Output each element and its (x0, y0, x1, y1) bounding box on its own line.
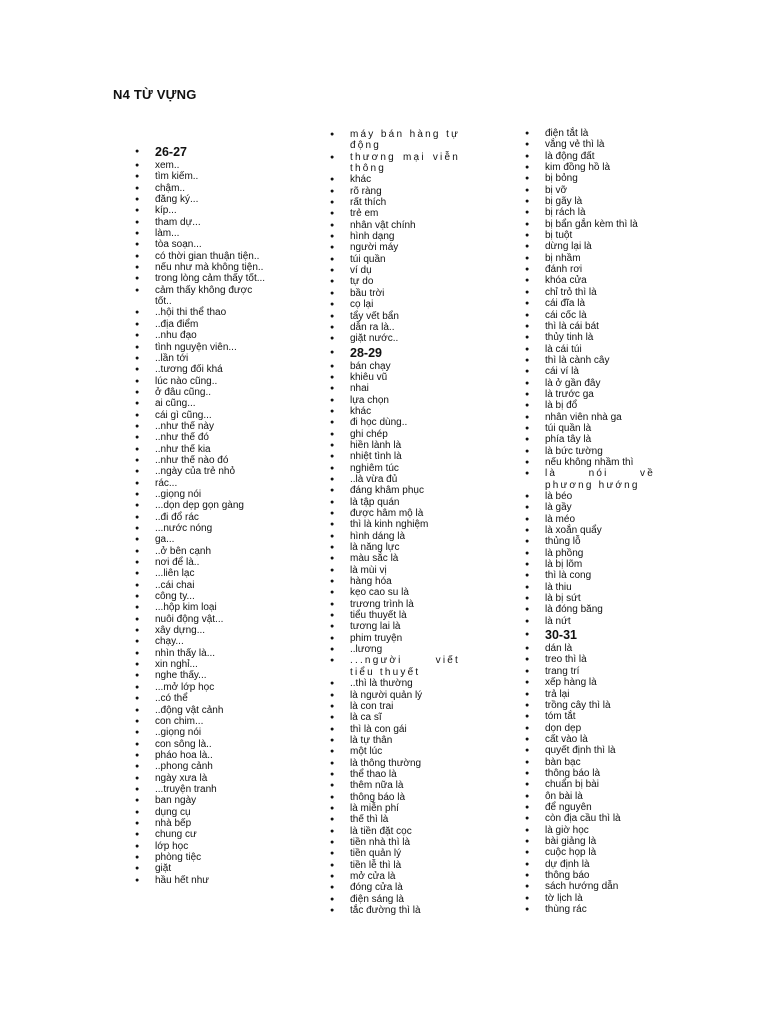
vocab-item: ● thế thì là (330, 814, 460, 825)
vocab-item: ● mở cửa là (330, 871, 460, 882)
vocab-item: ● giặt (135, 863, 267, 874)
vocab-item: ● ..giọng nói (135, 489, 267, 500)
page-title: N4 TỪ VỰNG (113, 87, 197, 102)
vocab-item: ● kẹo cao su là (330, 587, 460, 598)
vocab-item: ● nhân vật chính (330, 220, 460, 231)
vocab-item: ● nơi để là.. (135, 557, 267, 568)
vocab-item: ● ..lần tới (135, 353, 267, 364)
vocab-item: ● ..có thể (135, 693, 267, 704)
vocab-item: ● xây dựng... (135, 625, 267, 636)
vocab-item: ● chung cư (135, 829, 267, 840)
vocab-item: ● pháo hoa là.. (135, 750, 267, 761)
vocab-item: ● nghiêm túc (330, 463, 460, 474)
vocab-item: ● quyết định thì là (525, 745, 655, 756)
vocab-item: ● con chim... (135, 716, 267, 727)
vocab-item: ● cảm thấy không được tốt.. (135, 285, 267, 308)
vocab-item: ● hiền lành là (330, 440, 460, 451)
vocab-item: ● ...người viết tiểu thuyết (330, 655, 460, 678)
vocab-item: ● ghi chép (330, 429, 460, 440)
vocab-item: ● thể thao là (330, 769, 460, 780)
vocab-item: ● nếu không nhầm thì (525, 457, 655, 468)
vocab-item: ● dừng lại là (525, 241, 655, 252)
vocab-item: ● là thông thường (330, 758, 460, 769)
vocab-item: ● là đóng băng (525, 604, 655, 615)
vocab-item: ● cọ lại (330, 299, 460, 310)
vocab-item: ● ...nước nóng (135, 523, 267, 534)
vocab-item: ● nhìn thấy là... (135, 648, 267, 659)
vocab-item: ● phòng tiệc (135, 852, 267, 863)
vocab-item: ● tắc đường thì là (330, 905, 460, 916)
vocab-item: ● nhân viên nhà ga (525, 412, 655, 423)
vocab-item: ● để nguyên (525, 802, 655, 813)
vocab-item: ● đóng cửa là (330, 882, 460, 893)
vocab-item: ● nhiệt tình là (330, 451, 460, 462)
vocab-item: ● ..ngày của trẻ nhỏ (135, 466, 267, 477)
vocab-item: ● vắng vẻ thì là (525, 139, 655, 150)
vocab-item: ● thông báo là (525, 768, 655, 779)
vocab-item: ● người máy (330, 242, 460, 253)
vocab-item: ● tóm tắt (525, 711, 655, 722)
vocab-item: ● thì là kinh nghiệm (330, 519, 460, 530)
vocab-item: ● là ca sĩ (330, 712, 460, 723)
vocab-item: ● ai cũng... (135, 398, 267, 409)
vocab-item: ● khiêu vũ (330, 372, 460, 383)
vocab-item: ● đáng khâm phục (330, 485, 460, 496)
vocab-item: ● ..ở bên cạnh (135, 546, 267, 557)
vocab-item: ● phim truyện (330, 633, 460, 644)
vocab-item: ● bị gãy là (525, 196, 655, 207)
vocab-item: ● là tiền đặt cọc (330, 826, 460, 837)
vocab-item: ● ...hộp kim loại (135, 602, 267, 613)
vocab-item: ● là tập quán (330, 497, 460, 508)
vocab-item: ● là miễn phí (330, 803, 460, 814)
vocab-item: ● túi quần là (525, 423, 655, 434)
vocab-item: ● thì là cái bát (525, 321, 655, 332)
vocab-item: ● ..như thế này (135, 421, 267, 432)
vocab-item: ● kim đồng hồ là (525, 162, 655, 173)
vocab-item: ● là giờ học (525, 825, 655, 836)
vocab-item: ● bị nhầm (525, 253, 655, 264)
vocab-item: ● thương mại viễn thông (330, 152, 460, 175)
vocab-item: ● là bị đổ (525, 400, 655, 411)
vocab-item: ● là bức tường (525, 446, 655, 457)
section-heading: ● 30-31 (525, 628, 655, 642)
vocab-item: ● trang trí (525, 666, 655, 677)
vocab-item: ● là thiu (525, 582, 655, 593)
vocab-item: ● khác (330, 406, 460, 417)
vocab-item: ● thì là cong (525, 570, 655, 581)
vocab-item: ● cất vào là (525, 734, 655, 745)
vocab-item: ● là con trai (330, 701, 460, 712)
vocab-item: ● ...dọn dẹp gọn gàng (135, 500, 267, 511)
vocab-item: ● tương lai là (330, 621, 460, 632)
vocab-item: ● tẩy vết bẩn (330, 311, 460, 322)
vocab-item: ● ..hội thi thể thao (135, 307, 267, 318)
vocab-item: ● thông báo (525, 870, 655, 881)
vocab-item: ● đăng ký... (135, 194, 267, 205)
vocab-item: ● ga... (135, 534, 267, 545)
vocab-item: ● chỉ trỏ thì là (525, 287, 655, 298)
vocab-item: ● thêm nữa là (330, 780, 460, 791)
vocab-item: ● bàn bạc (525, 757, 655, 768)
vocab-item: ● thùng rác (525, 904, 655, 915)
vocab-item: ● có thời gian thuận tiện.. (135, 251, 267, 262)
vocab-item: ● ..cái chai (135, 580, 267, 591)
vocab-item: ● dán là (525, 643, 655, 654)
vocab-item: ● máy bán hàng tự động (330, 129, 460, 152)
vocab-column-3 (525, 128, 655, 915)
vocab-item: ● bị bỏng (525, 173, 655, 184)
vocab-item: ● thông báo là (330, 792, 460, 803)
vocab-column-1 (135, 144, 267, 886)
vocab-item: ● ..động vật cảnh (135, 705, 267, 716)
vocab-item: ● chạy... (135, 636, 267, 647)
vocab-item: ● điện tắt là (525, 128, 655, 139)
vocab-item: ● rất thích (330, 197, 460, 208)
vocab-item: ● được hâm mộ là (330, 508, 460, 519)
vocab-item: ● ..phong cảnh (135, 761, 267, 772)
vocab-item: ● bán chạy (330, 361, 460, 372)
vocab-item: ● bị vỡ (525, 185, 655, 196)
vocab-item: ● nhà bếp (135, 818, 267, 829)
vocab-item: ● dự định là (525, 859, 655, 870)
vocab-item: ● là phồng (525, 548, 655, 559)
vocab-item: ● phía tây là (525, 434, 655, 445)
vocab-item: ● con sông là.. (135, 739, 267, 750)
vocab-item: ● là nói về phương hướng (525, 468, 655, 491)
vocab-item: ● trẻ em (330, 208, 460, 219)
vocab-item: ● tiểu thuyết là (330, 610, 460, 621)
vocab-item: ● xem.. (135, 160, 267, 171)
vocab-item: ● trương trình là (330, 599, 460, 610)
vocab-item: ● là bị sứt (525, 593, 655, 604)
vocab-item: ● cái cốc là (525, 310, 655, 321)
vocab-item: ● là xoắn quẩy (525, 525, 655, 536)
vocab-item: ● khóa cửa (525, 275, 655, 286)
vocab-item: ● là năng lực (330, 542, 460, 553)
vocab-item: ● dụng cụ (135, 807, 267, 818)
vocab-item: ● ..địa điểm (135, 319, 267, 330)
vocab-item: ● túi quần (330, 254, 460, 265)
vocab-item: ● lớp học (135, 841, 267, 852)
section-heading: ● 28-29 (330, 346, 460, 360)
vocab-item: ● đi học dùng.. (330, 417, 460, 428)
vocab-item: ● tòa soạn... (135, 239, 267, 250)
vocab-item: ● ...liên lạc (135, 568, 267, 579)
vocab-item: ● một lúc (330, 746, 460, 757)
vocab-item: ● nếu như mà không tiện.. (135, 262, 267, 273)
vocab-item: ● là méo (525, 514, 655, 525)
vocab-item: ● rõ ràng (330, 186, 460, 197)
vocab-item: ● lựa chọn (330, 395, 460, 406)
vocab-item: ● ..như thế đó (135, 432, 267, 443)
vocab-item: ● bài giảng là (525, 836, 655, 847)
vocab-column-2 (330, 129, 460, 916)
vocab-item: ● rác... (135, 478, 267, 489)
vocab-item: ● ..nhu đạo (135, 330, 267, 341)
vocab-item: ● nuôi động vật... (135, 614, 267, 625)
vocab-item: ● hình dáng là (330, 531, 460, 542)
vocab-item: ● hình dạng (330, 231, 460, 242)
vocab-item: ● công ty... (135, 591, 267, 602)
vocab-item: ● là nứt (525, 616, 655, 627)
vocab-item: ● trồng cây thì là (525, 700, 655, 711)
vocab-item: ● ..như thế nào đó (135, 455, 267, 466)
vocab-item: ● là trước ga (525, 389, 655, 400)
vocab-item: ● tìm kiếm.. (135, 171, 267, 182)
vocab-item: ● trả lại (525, 689, 655, 700)
vocab-item: ● thì là con gái (330, 724, 460, 735)
vocab-item: ● tình nguyện viên... (135, 342, 267, 353)
vocab-item: ● điện sáng là (330, 894, 460, 905)
vocab-item: ● ...mở lớp học (135, 682, 267, 693)
vocab-item: ● hầu hết như (135, 875, 267, 886)
vocab-item: ● ở đâu cũng.. (135, 387, 267, 398)
vocab-item: ● cái ví là (525, 366, 655, 377)
vocab-item: ● xin nghỉ... (135, 659, 267, 670)
vocab-item: ● hàng hóa (330, 576, 460, 587)
vocab-item: ● khác (330, 174, 460, 185)
vocab-item: ● thì là cành cây (525, 355, 655, 366)
vocab-item: ● ..là vừa đủ (330, 474, 460, 485)
vocab-item: ● chuẩn bị bài (525, 779, 655, 790)
vocab-item: ● ..như thế kia (135, 444, 267, 455)
vocab-item: ● bị tuột (525, 230, 655, 241)
section-heading: ● 26-27 (135, 145, 267, 159)
vocab-item: ● tham dự... (135, 217, 267, 228)
vocab-item: ● là cái túi (525, 344, 655, 355)
vocab-item: ● kíp... (135, 205, 267, 216)
vocab-item: ● bầu trời (330, 288, 460, 299)
vocab-item: ● ôn bài là (525, 791, 655, 802)
vocab-item: ● ban ngày (135, 795, 267, 806)
vocab-item: ● xếp hàng là (525, 677, 655, 688)
vocab-item: ● lúc nào cũng.. (135, 376, 267, 387)
vocab-item: ● ..thì là thường (330, 678, 460, 689)
vocab-item: ● là bị lõm (525, 559, 655, 570)
vocab-item: ● tờ lịch là (525, 893, 655, 904)
vocab-item: ● tiền lễ thì là (330, 860, 460, 871)
vocab-item: ● ..tương đối khá (135, 364, 267, 375)
vocab-item: ● làm... (135, 228, 267, 239)
vocab-item: ● ..lương (330, 644, 460, 655)
vocab-item: ● giặt nước.. (330, 333, 460, 344)
vocab-item: ● là gầy (525, 502, 655, 513)
vocab-item: ● ..đi đổ rác (135, 512, 267, 523)
vocab-item: ● nhai (330, 383, 460, 394)
vocab-item: ● là ở gần đây (525, 378, 655, 389)
vocab-item: ● đánh rơi (525, 264, 655, 275)
vocab-item: ● ví dụ (330, 265, 460, 276)
vocab-item: ● là mùi vị (330, 565, 460, 576)
vocab-item: ● là người quản lý (330, 690, 460, 701)
vocab-item: ● là béo (525, 491, 655, 502)
vocab-item: ● sách hướng dẫn (525, 881, 655, 892)
vocab-item: ● tiền nhà thì là (330, 837, 460, 848)
vocab-item: ● treo thì là (525, 654, 655, 665)
vocab-item: ● nghe thấy... (135, 670, 267, 681)
vocab-item: ● là động đất (525, 151, 655, 162)
vocab-item: ● tự do (330, 276, 460, 287)
vocab-item: ● chậm.. (135, 183, 267, 194)
vocab-item: ● cái gì cũng... (135, 410, 267, 421)
vocab-item: ● trong lòng cảm thấy tốt... (135, 273, 267, 284)
vocab-item: ● bị rách là (525, 207, 655, 218)
vocab-item: ● cái đĩa là (525, 298, 655, 309)
vocab-item: ● bị bẩn gắn kèm thì là (525, 219, 655, 230)
vocab-item: ● cuộc họp là (525, 847, 655, 858)
vocab-item: ● ngày xưa là (135, 773, 267, 784)
vocab-item: ● là tự thân (330, 735, 460, 746)
vocab-item: ● dọn dẹp (525, 723, 655, 734)
vocab-item: ● màu sắc là (330, 553, 460, 564)
vocab-item: ● thủng lỗ (525, 536, 655, 547)
vocab-item: ● thủy tinh là (525, 332, 655, 343)
vocab-item: ● còn địa cầu thì là (525, 813, 655, 824)
vocab-item: ● tiền quản lý (330, 848, 460, 859)
vocab-item: ● dẫn ra là.. (330, 322, 460, 333)
vocab-item: ● ...truyện tranh (135, 784, 267, 795)
vocab-item: ● ..giọng nói (135, 727, 267, 738)
